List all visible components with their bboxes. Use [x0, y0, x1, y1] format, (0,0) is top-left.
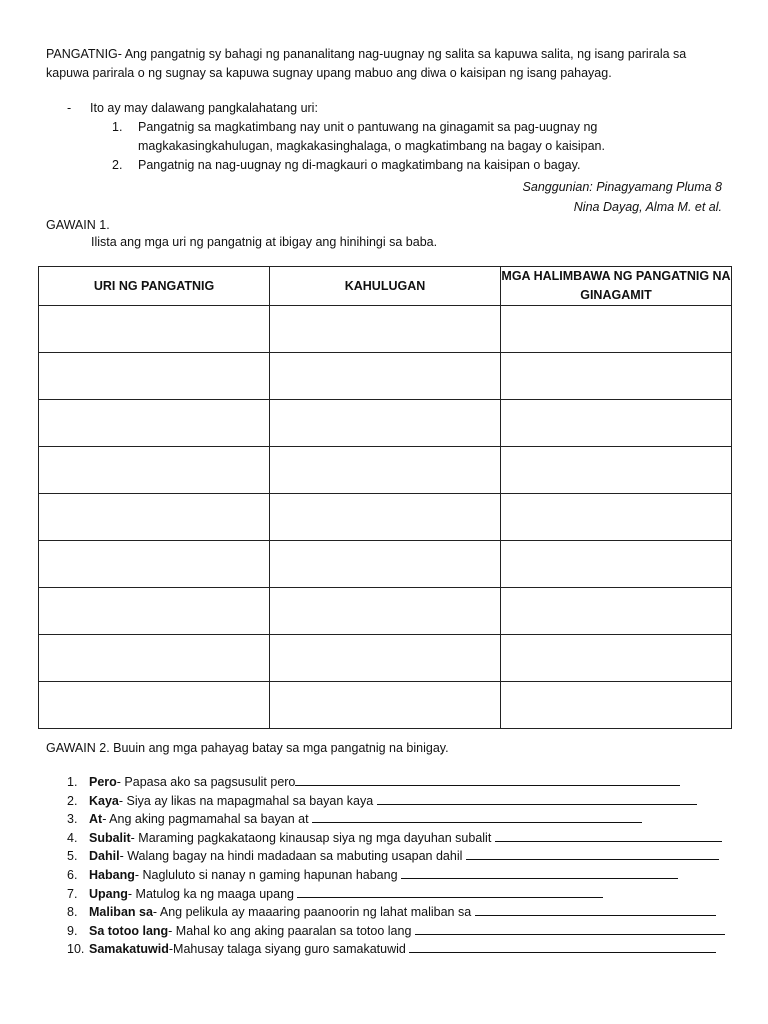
answer-blank[interactable] [295, 773, 680, 786]
answer-cell[interactable] [501, 353, 732, 400]
answer-cell[interactable] [270, 494, 501, 541]
answer-cell[interactable] [501, 588, 732, 635]
answer-blank[interactable] [475, 903, 716, 916]
table-row [39, 635, 732, 682]
item-text: - Nagluluto si nanay n gaming hapunan habang [134, 867, 402, 882]
item-text: - Siya ay likas na mapagmahal sa bayan kaya [118, 793, 377, 808]
table-row [39, 400, 732, 447]
item-keyword: Samakatuwid [89, 942, 169, 957]
answer-cell[interactable] [39, 447, 270, 494]
item-keyword: Habang [89, 867, 135, 882]
answer-blank[interactable] [297, 885, 603, 898]
sentence-item [67, 903, 747, 922]
gawain1-table [38, 266, 732, 729]
table-row [39, 682, 732, 729]
table-row [39, 447, 732, 494]
header-kahulugan: KAHULUGAN [270, 267, 501, 306]
answer-cell[interactable] [270, 541, 501, 588]
answer-cell[interactable] [501, 306, 732, 353]
table-row [39, 353, 732, 400]
answer-cell[interactable] [501, 541, 732, 588]
sentence-item [67, 810, 747, 829]
answer-blank[interactable] [409, 940, 716, 953]
bullet-text: Ito ay may dalawang pangkalahatang uri: [90, 101, 318, 115]
answer-cell[interactable] [270, 353, 501, 400]
item-text: -Mahusay talaga siyang guro samakatuwid [168, 942, 410, 957]
answer-blank[interactable] [466, 847, 719, 860]
answer-cell[interactable] [39, 306, 270, 353]
sentence-item [67, 792, 747, 811]
item-number: 8. [67, 905, 78, 920]
answer-cell[interactable] [270, 400, 501, 447]
item-text: - Papasa ako sa pagsusulit pero [116, 775, 296, 789]
answer-cell[interactable] [501, 400, 732, 447]
answer-blank[interactable] [415, 922, 725, 935]
types-list [112, 118, 732, 175]
item-keyword: Upang [89, 886, 128, 901]
answer-cell[interactable] [39, 353, 270, 400]
answer-cell[interactable] [39, 682, 270, 729]
table-row [39, 306, 732, 353]
item-keyword: At [89, 812, 103, 827]
gawain2-list [67, 773, 747, 959]
item-number: 2. [67, 793, 78, 808]
type-text: Pangatnig sa magkatimbang nay unit o pantuwang na ginagamit sa pag-uugnay ng magkakasingkahulugan, magkakasinghalaga, o magkatimbang na bagay o kaisipan. [138, 120, 605, 153]
answer-cell[interactable] [501, 682, 732, 729]
item-number: 1. [67, 775, 78, 789]
item-number: 6. [67, 867, 78, 882]
gawain1-instruction: Ilista ang mga uri ng pangatnig at ibigay ang hinihingi sa baba. [91, 235, 438, 249]
table-row [39, 588, 732, 635]
gawain1-title: GAWAIN 1. [46, 218, 110, 232]
item-number: 9. [67, 923, 78, 938]
item-keyword: Pero [89, 775, 117, 789]
answer-cell[interactable] [39, 588, 270, 635]
type-number: 2. [112, 158, 123, 172]
answer-cell[interactable] [270, 682, 501, 729]
type-item [112, 156, 732, 175]
item-text: - Maraming pagkakataong kinausap siya ng mga dayuhan subalit [130, 830, 495, 845]
answer-cell[interactable] [270, 588, 501, 635]
table-row [39, 494, 732, 541]
sentence-item [67, 847, 747, 866]
answer-cell[interactable] [39, 635, 270, 682]
source-citation [523, 177, 722, 217]
item-number: 5. [67, 849, 78, 864]
answer-blank[interactable] [401, 866, 678, 879]
item-number: 4. [67, 830, 78, 845]
type-number: 1. [112, 120, 123, 134]
item-number: 3. [67, 812, 78, 827]
item-text: - Ang aking pagmamahal sa bayan at [102, 812, 313, 827]
answer-cell[interactable] [270, 447, 501, 494]
intro-paragraph: PANGATNIG- Ang pangatnig sy bahagi ng pananalitang nag-uugnay ng salita sa kapuwa salita, ng isang parirala sa kapuwa parirala o ng sugnay sa kapuwa sugnay upang mabuo ang diwa o kaisipan ng isang pahayag. [46, 47, 687, 80]
answer-blank[interactable] [312, 810, 642, 823]
answer-cell[interactable] [270, 306, 501, 353]
item-keyword: Subalit [89, 830, 131, 845]
sentence-item [67, 773, 747, 792]
sentence-item [67, 922, 747, 941]
source-line-1: Sanggunian: Pinagyamang Pluma 8 [522, 180, 722, 194]
answer-blank[interactable] [377, 792, 697, 805]
item-text: - Matulog ka ng maaga upang [127, 886, 298, 901]
item-number: 10. [67, 942, 85, 957]
item-keyword: Maliban sa [89, 905, 153, 920]
item-text: - Walang bagay na hindi madadaan sa mabuting usapan dahil [119, 849, 466, 864]
item-text: - Mahal ko ang aking paaralan sa totoo lang [168, 923, 415, 938]
sentence-item [67, 829, 747, 848]
answer-cell[interactable] [501, 635, 732, 682]
item-keyword: Kaya [89, 793, 119, 808]
item-keyword: Sa totoo lang [89, 923, 169, 938]
item-text: - Ang pelikula ay maaaring paanoorin ng lahat maliban sa [152, 905, 475, 920]
answer-cell[interactable] [39, 541, 270, 588]
source-line-2: Nina Dayag, Alma M. et al. [573, 200, 722, 214]
item-keyword: Dahil [89, 849, 120, 864]
sentence-item [67, 940, 747, 959]
gawain2-title: GAWAIN 2. Buuin ang mga pahayag batay sa mga pangatnig na binigay. [46, 741, 449, 755]
header-halimbawa: MGA HALIMBAWA NG PANGATNIG NA GINAGAMIT [501, 267, 732, 306]
table-row [39, 541, 732, 588]
sentence-item [67, 866, 747, 885]
answer-cell[interactable] [39, 400, 270, 447]
table-body [39, 306, 732, 729]
type-text: Pangatnig na nag-uugnay ng di-magkauri o magkatimbang na kaisipan o bagay. [138, 158, 581, 172]
answer-cell[interactable] [501, 494, 732, 541]
answer-cell[interactable] [270, 635, 501, 682]
answer-blank[interactable] [495, 829, 722, 842]
header-uri: URI NG PANGATNIG [39, 267, 270, 306]
bullet-dash: - [67, 101, 72, 115]
item-number: 7. [67, 886, 78, 901]
table-header-row [39, 267, 732, 306]
sentence-item [67, 885, 747, 904]
answer-cell[interactable] [501, 447, 732, 494]
answer-cell[interactable] [39, 494, 270, 541]
type-item [112, 118, 732, 156]
